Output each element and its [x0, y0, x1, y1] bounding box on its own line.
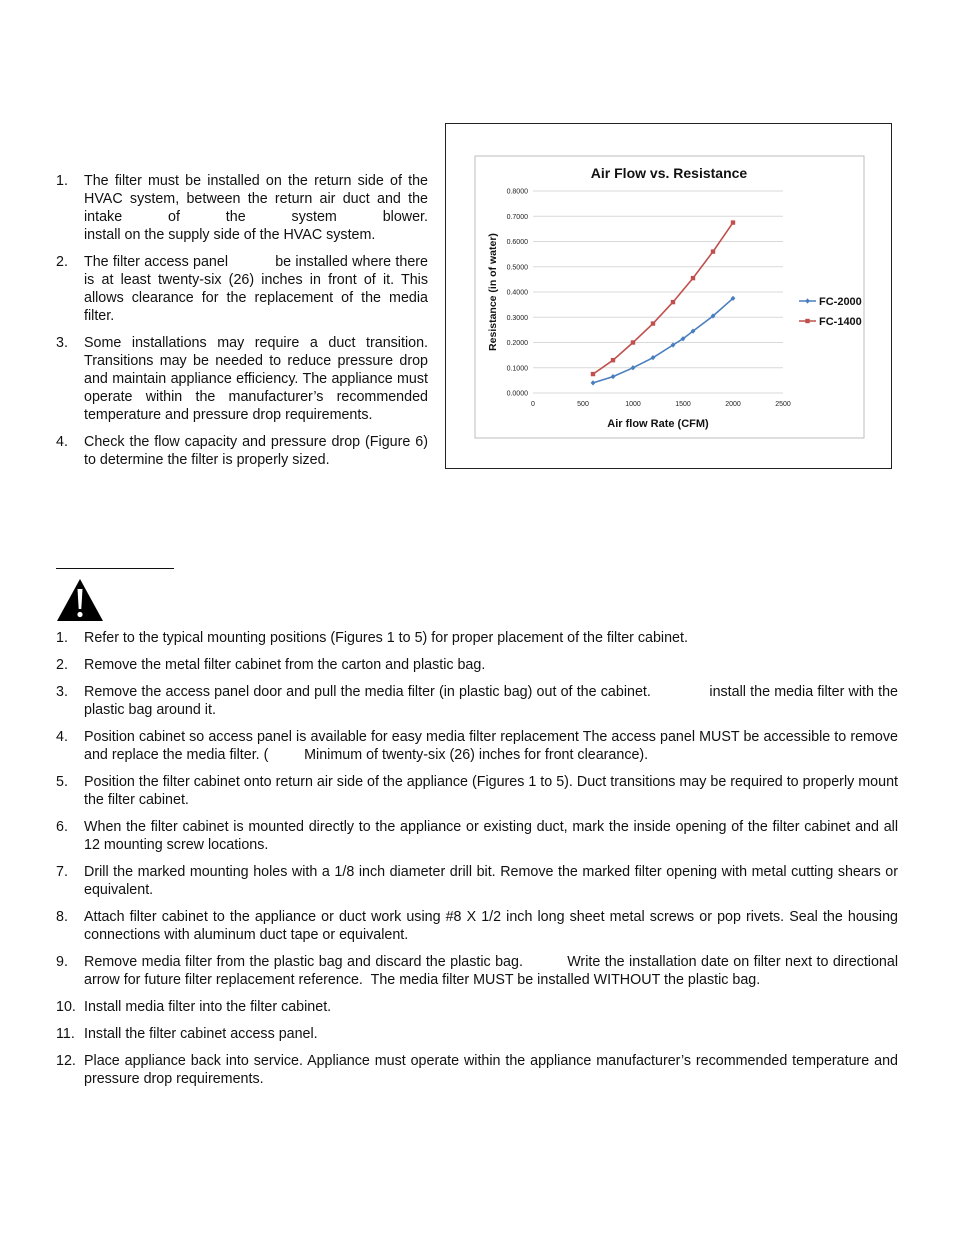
- y-axis-label: Resistance (in of water): [487, 233, 499, 351]
- y-tick-label: 0.4000: [506, 289, 528, 297]
- list-item: [56, 998, 898, 1016]
- list-number: 2.: [56, 657, 68, 673]
- list-item: [56, 1025, 898, 1043]
- list-item: [56, 334, 428, 424]
- list-text: The filter must be installed on the return side of the HVAC system, between the return air duct and the intake of the system blower.: [84, 173, 428, 225]
- list-number: 12.: [56, 1053, 76, 1069]
- list-number: 10.: [56, 999, 76, 1015]
- section-heading-rule: [56, 568, 174, 569]
- list-number: 3.: [56, 335, 68, 351]
- list-item: [56, 629, 898, 647]
- x-tick-label: 2500: [775, 401, 791, 408]
- list-number: 1.: [56, 173, 68, 189]
- data-point: [691, 276, 695, 280]
- air-flow-chart: [446, 124, 893, 470]
- data-point: [711, 249, 715, 253]
- legend-label: FC-1400: [819, 316, 862, 328]
- list-item: [56, 656, 898, 674]
- list-text: Install the filter cabinet access panel.: [84, 1026, 318, 1042]
- y-tick-label: 0.6000: [506, 239, 528, 246]
- chart-area: [475, 156, 864, 438]
- y-tick-label: 0.7000: [506, 213, 528, 221]
- list-text: Place appliance back into service. Appliance must operate within the appliance manufacturer’s recommended temperature and pressure drop requirements.: [84, 1053, 898, 1087]
- x-tick-label: 500: [577, 401, 589, 408]
- list-text: Remove media filter from the plastic bag and discard the plastic bag. Write the installation date on filter next to directional arrow for future filter replacement reference. The media filter MUST be installed WITHOUT the plastic bag.: [84, 954, 902, 988]
- list-item: [56, 172, 428, 244]
- list-item: [56, 683, 902, 719]
- data-point: [631, 340, 635, 344]
- installation-steps-list: [56, 629, 902, 1097]
- chart-title: Air Flow vs. Resistance: [590, 165, 748, 181]
- warning-triangle-icon: [55, 577, 105, 623]
- list-text: Attach filter cabinet to the appliance or duct work using #8 X 1/2 inch long sheet metal screws or pop rivets. Seal the housing connections with aluminum duct tape or equivalent.: [84, 909, 898, 943]
- list-item: [56, 253, 432, 325]
- chart-figure: [445, 123, 892, 469]
- list-number: 5.: [56, 774, 68, 790]
- list-number: 9.: [56, 954, 68, 970]
- list-number: 4.: [56, 729, 68, 745]
- data-point: [671, 300, 675, 304]
- list-text: Remove the access panel door and pull the media filter (in plastic bag) out of the cabinet. install the media filter with the plastic bag around it.: [84, 684, 902, 718]
- legend-label: FC-2000: [819, 296, 862, 308]
- data-point: [651, 321, 655, 325]
- list-text: Position the filter cabinet onto return air side of the appliance (Figures 1 to 5). Duct transitions may be required to properly mount the filter cabinet.: [84, 774, 898, 808]
- list-text-continued: install on the supply side of the HVAC system.: [84, 227, 376, 243]
- list-text: Remove the metal filter cabinet from the carton and plastic bag.: [84, 657, 486, 673]
- list-number: 8.: [56, 909, 68, 925]
- list-number: 7.: [56, 864, 68, 880]
- list-item: [56, 953, 902, 989]
- x-tick-label: 1500: [675, 401, 691, 408]
- list-number: 1.: [56, 630, 68, 646]
- data-point: [591, 372, 595, 376]
- data-point: [611, 358, 615, 362]
- list-item: [56, 1052, 898, 1088]
- y-tick-label: 0.2000: [506, 340, 528, 347]
- legend-marker: [805, 319, 809, 323]
- data-point: [731, 220, 735, 224]
- x-tick-label: 1000: [625, 401, 641, 408]
- list-item: [56, 818, 898, 854]
- x-tick-label: 2000: [725, 401, 741, 408]
- list-number: 3.: [56, 684, 68, 700]
- y-tick-label: 0.3000: [506, 314, 528, 322]
- list-item: [56, 433, 428, 469]
- list-item: [56, 908, 898, 944]
- list-number: 2.: [56, 254, 68, 270]
- y-tick-label: 0.8000: [506, 188, 528, 196]
- list-item: [56, 863, 898, 899]
- list-text: Position cabinet so access panel is available for easy media filter replacement The access panel MUST be accessible to remove and replace the media filter. ( Minimum of twenty-six (26) inches for front clearance).: [84, 729, 902, 763]
- list-text: Drill the marked mounting holes with a 1/8 inch diameter drill bit. Remove the marked filter opening with metal cutting shears or equivalent.: [84, 864, 898, 898]
- list-number: 6.: [56, 819, 68, 835]
- list-number: 11.: [56, 1026, 75, 1042]
- y-tick-label: 0.5000: [506, 264, 528, 272]
- requirements-list: [56, 172, 432, 478]
- list-text: Some installations may require a duct transition. Transitions may be needed to reduce pressure drop and maintain appliance efficiency. The appliance must operate within the manufacturer’s recommended temperature and pressure drop requirements.: [84, 335, 428, 423]
- list-text: Check the flow capacity and pressure drop (Figure 6) to determine the filter is properly sized.: [84, 434, 428, 468]
- list-text: Refer to the typical mounting positions (Figures 1 to 5) for proper placement of the filter cabinet.: [84, 630, 688, 646]
- list-number: 4.: [56, 434, 68, 450]
- list-item: [56, 728, 902, 764]
- y-tick-label: 0.1000: [506, 365, 528, 373]
- y-tick-label: 0.0000: [506, 390, 528, 398]
- x-axis-label: Air flow Rate (CFM): [607, 418, 709, 430]
- list-text: The filter access panel be installed where there is at least twenty-six (26) inches in front of it. This allows clearance for the replacement of the media filter.: [84, 254, 432, 324]
- x-tick-label: 0: [531, 401, 535, 408]
- list-text: Install media filter into the filter cabinet.: [84, 999, 332, 1015]
- list-text: When the filter cabinet is mounted directly to the appliance or existing duct, mark the inside opening of the filter cabinet and all 12 mounting screw locations.: [84, 819, 898, 853]
- list-item: [56, 773, 898, 809]
